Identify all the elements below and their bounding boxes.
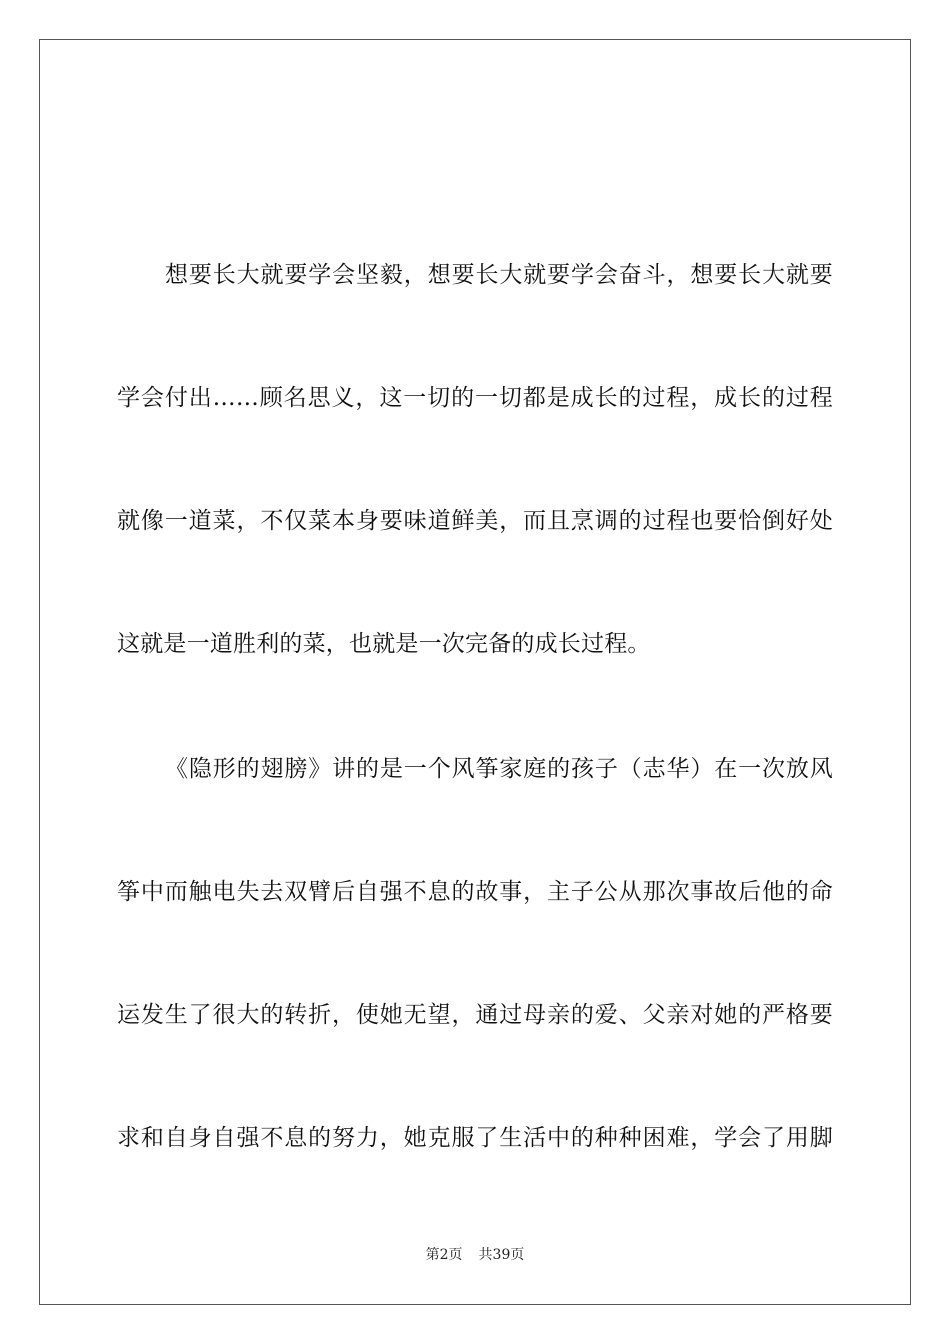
paragraph-line: 就像一道菜，不仅菜本身要味道鲜美，而且烹调的过程也要恰倒好处 — [117, 508, 833, 534]
paragraph-line: 运发生了很大的转折，使她无望，通过母亲的爱、父亲对她的严格要 — [117, 1002, 833, 1028]
paragraph-line: 学会付出……顾名思义，这一切的一切都是成长的过程，成长的过程 — [117, 385, 833, 411]
paragraph-line: 《隐形的翅膀》讲的是一个风筝家庭的孩子（志华）在一次放风 — [165, 756, 833, 782]
paragraph-line: 筝中而触电失去双臂后自强不息的故事，主子公从那次事故后他的命 — [117, 879, 833, 905]
paragraph-line: 求和自身自强不息的努力，她克服了生活中的种种困难，学会了用脚 — [117, 1125, 833, 1151]
paragraph-line: 想要长大就要学会坚毅，想要长大就要学会奋斗，想要长大就要 — [165, 262, 833, 288]
page-number: 第2页 — [425, 1247, 463, 1263]
paragraph-line: 这就是一道胜利的菜，也就是一次完备的成长过程。 — [117, 631, 651, 657]
total-pages: 共39页 — [478, 1247, 525, 1263]
page-footer — [0, 1246, 950, 1264]
page-border — [39, 39, 911, 1305]
